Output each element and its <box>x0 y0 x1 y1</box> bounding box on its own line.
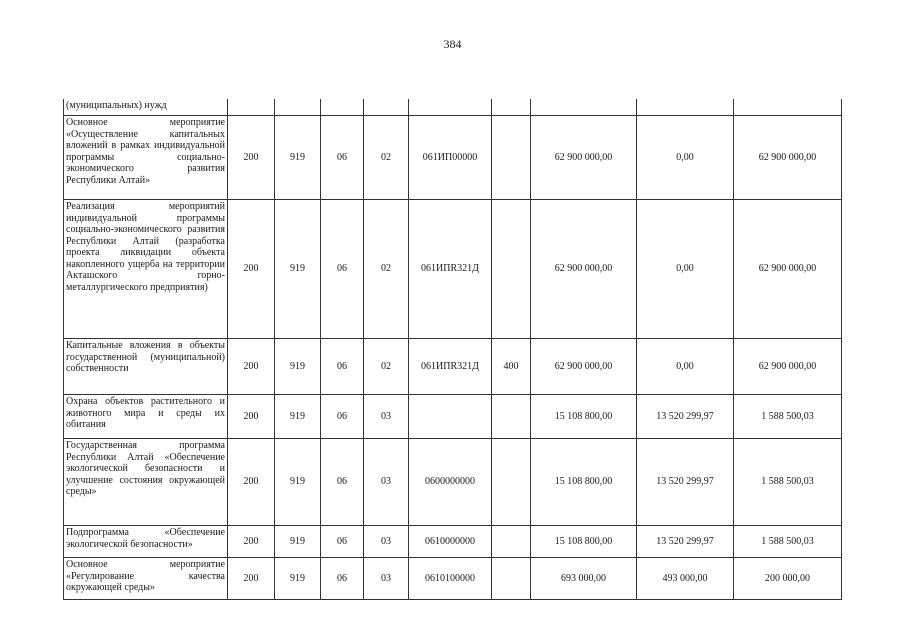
plan-amount-cell: 62 900 000,00 <box>531 200 637 339</box>
expense-type-cell <box>492 200 531 339</box>
actual-amount-cell: 13 520 299,97 <box>637 439 734 526</box>
table-row <box>64 526 842 558</box>
plan-amount-cell: 62 900 000,00 <box>531 116 637 200</box>
subsection-cell: 03 <box>364 439 409 526</box>
actual-amount-cell: 13 520 299,97 <box>637 526 734 558</box>
target-article-cell <box>409 99 492 116</box>
remainder-amount-cell <box>734 99 842 116</box>
plan-amount-cell: 693 000,00 <box>531 558 637 600</box>
table-row <box>64 439 842 526</box>
ministry-code-cell: 919 <box>275 439 321 526</box>
remainder-amount-cell: 62 900 000,00 <box>734 339 842 395</box>
section-cell: 06 <box>321 200 364 339</box>
admin-code-cell <box>228 99 275 116</box>
subsection-cell: 03 <box>364 526 409 558</box>
remainder-amount-cell: 62 900 000,00 <box>734 116 842 200</box>
target-article-cell: 061ИП00000 <box>409 116 492 200</box>
section-cell: 06 <box>321 395 364 439</box>
section-cell <box>321 99 364 116</box>
actual-amount-cell: 0,00 <box>637 339 734 395</box>
target-article-cell: 061ИПR321Д <box>409 339 492 395</box>
subsection-cell: 02 <box>364 116 409 200</box>
remainder-amount-cell: 1 588 500,03 <box>734 439 842 526</box>
target-article-cell: 061ИПR321Д <box>409 200 492 339</box>
admin-code-cell: 200 <box>228 558 275 600</box>
actual-amount-cell: 0,00 <box>637 200 734 339</box>
name-cell: Охрана объектов растительного и животного мира и среды их обитания <box>64 395 228 439</box>
budget-table <box>63 99 842 600</box>
remainder-amount-cell: 200 000,00 <box>734 558 842 600</box>
table-row <box>64 339 842 395</box>
section-cell: 06 <box>321 116 364 200</box>
ministry-code-cell <box>275 99 321 116</box>
table-row <box>64 558 842 600</box>
admin-code-cell: 200 <box>228 200 275 339</box>
expense-type-cell <box>492 558 531 600</box>
section-cell: 06 <box>321 439 364 526</box>
expense-type-cell <box>492 395 531 439</box>
actual-amount-cell: 0,00 <box>637 116 734 200</box>
plan-amount-cell: 15 108 800,00 <box>531 395 637 439</box>
table-row <box>64 116 842 200</box>
ministry-code-cell: 919 <box>275 116 321 200</box>
ministry-code-cell: 919 <box>275 526 321 558</box>
subsection-cell: 03 <box>364 558 409 600</box>
admin-code-cell: 200 <box>228 526 275 558</box>
remainder-amount-cell: 1 588 500,03 <box>734 395 842 439</box>
actual-amount-cell: 13 520 299,97 <box>637 395 734 439</box>
page-number: 384 <box>443 37 462 51</box>
subsection-cell: 02 <box>364 200 409 339</box>
name-cell: Основное мероприятие «Осуществление капитальных вложений в рамках индивидуальной программы социально-экономического развития Республики Алтай» <box>64 116 228 200</box>
ministry-code-cell: 919 <box>275 395 321 439</box>
section-cell: 06 <box>321 339 364 395</box>
section-cell: 06 <box>321 526 364 558</box>
actual-amount-cell: 493 000,00 <box>637 558 734 600</box>
target-article-cell: 0600000000 <box>409 439 492 526</box>
subsection-cell: 02 <box>364 339 409 395</box>
subsection-cell: 03 <box>364 395 409 439</box>
name-cell: Капитальные вложения в объекты государственной (муниципальной) собственности <box>64 339 228 395</box>
admin-code-cell: 200 <box>228 116 275 200</box>
remainder-amount-cell: 1 588 500,03 <box>734 526 842 558</box>
admin-code-cell: 200 <box>228 395 275 439</box>
name-cell: Подпрограмма «Обеспечение экологической безопасности» <box>64 526 228 558</box>
target-article-cell <box>409 395 492 439</box>
admin-code-cell: 200 <box>228 439 275 526</box>
target-article-cell: 0610100000 <box>409 558 492 600</box>
ministry-code-cell: 919 <box>275 558 321 600</box>
expense-type-cell <box>492 99 531 116</box>
ministry-code-cell: 919 <box>275 200 321 339</box>
name-cell: Реализация мероприятий индивидуальной программы социально-экономического развития Республики Алтай (разработка проекта ликвидации объекта накопленного ущерба на территории Акташского горно-металлургического предприятия) <box>64 200 228 339</box>
plan-amount-cell: 15 108 800,00 <box>531 526 637 558</box>
remainder-amount-cell: 62 900 000,00 <box>734 200 842 339</box>
name-cell: (муниципальных) нужд <box>64 99 228 116</box>
table-row <box>64 200 842 339</box>
plan-amount-cell: 62 900 000,00 <box>531 339 637 395</box>
actual-amount-cell <box>637 99 734 116</box>
expense-type-cell <box>492 526 531 558</box>
name-cell: Основное мероприятие «Регулирование качества окружающей среды» <box>64 558 228 600</box>
name-cell: Государственная программа Республики Алтай «Обеспечение экологической безопасности и улучшение состояния окружающей среды» <box>64 439 228 526</box>
table-row <box>64 395 842 439</box>
expense-type-cell: 400 <box>492 339 531 395</box>
subsection-cell <box>364 99 409 116</box>
target-article-cell: 0610000000 <box>409 526 492 558</box>
plan-amount-cell: 15 108 800,00 <box>531 439 637 526</box>
plan-amount-cell <box>531 99 637 116</box>
table-row <box>64 99 842 116</box>
expense-type-cell <box>492 116 531 200</box>
section-cell: 06 <box>321 558 364 600</box>
admin-code-cell: 200 <box>228 339 275 395</box>
expense-type-cell <box>492 439 531 526</box>
ministry-code-cell: 919 <box>275 339 321 395</box>
